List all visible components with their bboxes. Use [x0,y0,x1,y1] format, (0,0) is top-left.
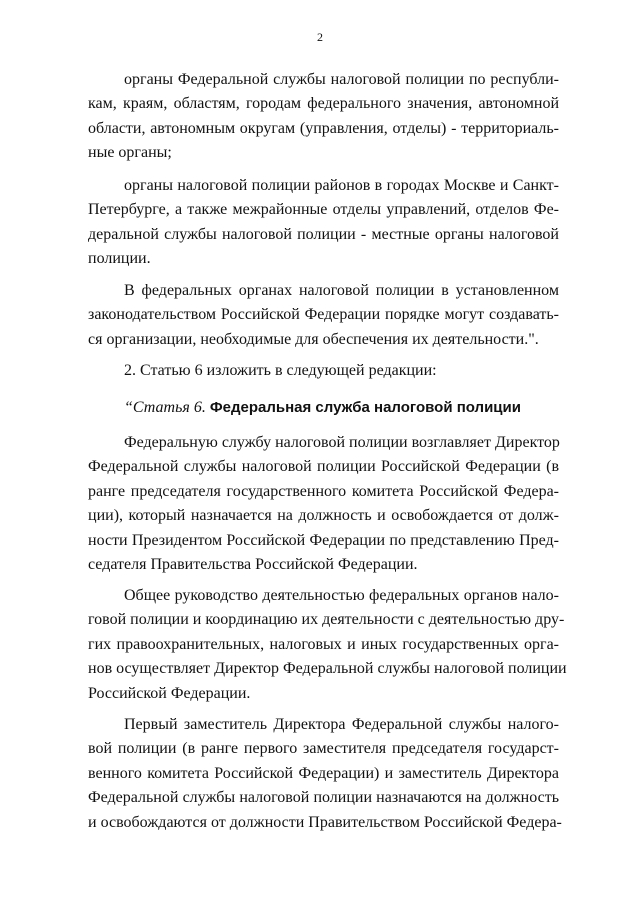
paragraph-deputy-director [88,713,562,835]
page-number: 2 [317,30,323,44]
article-number: “Статья 6. [124,399,206,416]
text-line: гих правоохранительных, налоговых и иных государственных орга- [88,635,559,653]
article-title: Федеральная служба налоговой полиции [209,399,521,416]
text-line: вой полиции (в ранге первого заместителя председателя государст- [88,740,559,758]
text-line: Российской Федерации. [88,684,251,702]
paragraph-local-organs [88,174,559,272]
text-line: говой полиции и координацию их деятельности с деятельностью дру- [88,611,565,629]
text-line: Первый заместитель Директора Федеральной службы налого- [124,716,559,733]
text-line: ные органы; [88,144,172,162]
text-line: 2. Статью 6 изложить в следующей редакции: [124,362,437,379]
text-line: законодательством Российской Федерации порядке могут создавать- [88,306,559,324]
text-line: ранге председателя государственного комитета Российской Федера- [88,482,559,500]
text-line: ции), который назначается на должность и освобождается от долж- [88,507,559,525]
paragraph-organizations [88,279,559,352]
paragraph-territorial-organs [88,68,559,166]
text-line: седателя Правительства Российской Федерации. [88,555,418,573]
text-line: кам, краям, областям, городам федерального значения, автономной [88,95,559,113]
text-line: и освобождаются от должности Правительством Российской Федера- [88,813,562,831]
text-line: органы налоговой полиции районов в городах Москве и Санкт- [124,177,559,194]
text-line: Федеральную службу налоговой полиции возглавляет Директор [124,434,560,451]
text-line: органы Федеральной службы налоговой полиции по республи- [124,71,559,88]
text-line: Петербурге, а также межрайонные отделы управлений, отделов Фе- [88,201,559,219]
text-line: Федеральной службы налоговой полиции назначаются на должность [88,789,559,807]
text-line: ности Президентом Российской Федерации по представлению Пред- [88,531,559,549]
heading-line [88,396,559,420]
text-line: Общее руководство деятельностью федеральных органов нало- [124,587,559,604]
text-line: области, автономным округам (управления, отделы) - территориаль- [88,119,559,137]
text-line: ся организации, необходимые для обеспечения их деятельности.". [88,330,539,348]
paragraph-general-management [88,584,567,706]
text-line: Федеральной службы налоговой полиции Российской Федерации (в [88,458,559,476]
text-line: В федеральных органах налоговой полиции в установленном [124,282,559,299]
text-line: деральной службы налоговой полиции - местные органы налоговой [88,225,559,243]
paragraph-director [88,431,559,577]
text-line: венного комитета Российской Федерации) и заместитель Директора [88,764,559,782]
article-heading [88,396,559,420]
text-line: нов осуществляет Директор Федеральной службы налоговой полиции [88,660,567,678]
text-line: полиции. [88,250,151,268]
paragraph-article-6-instruction [88,359,559,383]
